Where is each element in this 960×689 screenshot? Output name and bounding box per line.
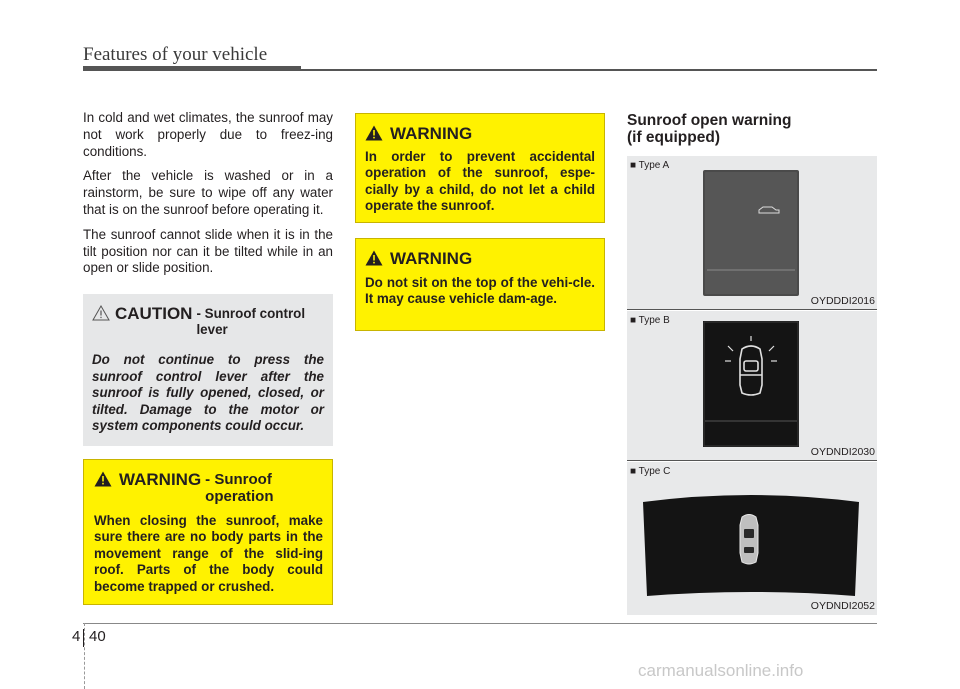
figure-label: ■ Type A	[630, 160, 670, 171]
chapter-number: 4	[72, 628, 81, 645]
warning-box-child	[355, 113, 605, 223]
warning-triangle-icon	[365, 250, 383, 266]
watermark: carmanualsonline.info	[638, 661, 804, 680]
warning-triangle-icon	[94, 471, 112, 487]
paragraph: The sunroof cannot slide when it is in the tilt position nor can it be tilted while in an open or slide position.	[83, 226, 333, 276]
caution-subtitle: - Sunroof control lever	[196, 306, 306, 337]
warning-body: When closing the sunroof, make sure there are no body parts in the movement range of the slid-ing roof. Parts of the body could become trapped or crushed.	[94, 513, 323, 594]
figure-type-c	[627, 462, 877, 615]
caution-body: Do not continue to press the sunroof control lever after the sunroof is fully opened, closed, or tilted. Damage to the motor or system components could occur.	[92, 352, 324, 433]
warning-title: WARNING	[119, 470, 202, 489]
figure-code: OYDDDI2016	[810, 295, 875, 307]
paragraph: After the vehicle is washed or in a rainstorm, be sure to wipe off any water that is on the sunroof before operating it.	[83, 168, 333, 217]
figure-rule	[627, 460, 877, 461]
footer-crop-line	[84, 623, 85, 689]
section-title-line: (if equipped)	[627, 129, 720, 146]
warning-body: Do not sit on the top of the vehi-cle. It may cause vehicle dam-age.	[365, 275, 595, 307]
figure-type-a	[627, 156, 877, 310]
warning-title: WARNING	[390, 124, 473, 143]
cluster-display-type-a-icon	[703, 170, 799, 296]
warning-title: WARNING	[390, 249, 473, 268]
section-title	[627, 112, 791, 146]
figure-type-b	[627, 311, 877, 461]
warning-box-sunroof-operation	[83, 459, 333, 605]
warning-triangle-icon	[365, 125, 383, 141]
footer-rule	[83, 623, 877, 624]
figure-label: ■ Type C	[630, 466, 671, 477]
warning-box-roof-sit	[355, 238, 605, 331]
body-text-column	[83, 110, 333, 285]
header-bar	[83, 66, 301, 71]
figure-code: OYDNDI2030	[810, 446, 875, 458]
figure-rule	[627, 309, 877, 310]
figure-code: OYDNDI2052	[810, 600, 875, 612]
section-title-line: Sunroof open warning	[627, 112, 792, 129]
header-rule	[301, 69, 877, 71]
page-number: 40	[89, 628, 106, 645]
figure-label: ■ Type B	[630, 315, 670, 326]
page-header-title: Features of your vehicle	[83, 44, 268, 65]
cluster-display-type-b-icon	[703, 321, 799, 447]
caution-triangle-icon	[92, 305, 110, 321]
warning-body: In order to prevent accidental operation of the sunroof, espe-cially by a child, do not let a child operate the sunroof.	[365, 149, 595, 214]
caution-title: CAUTION	[115, 304, 193, 323]
cluster-display-type-c-icon	[637, 484, 865, 600]
warning-subtitle: - Sunroof operation	[205, 471, 274, 505]
caution-box	[83, 294, 333, 446]
footer-divider	[83, 629, 84, 647]
paragraph: In cold and wet climates, the sunroof may not work properly due to freez-ing conditions.	[83, 110, 333, 159]
